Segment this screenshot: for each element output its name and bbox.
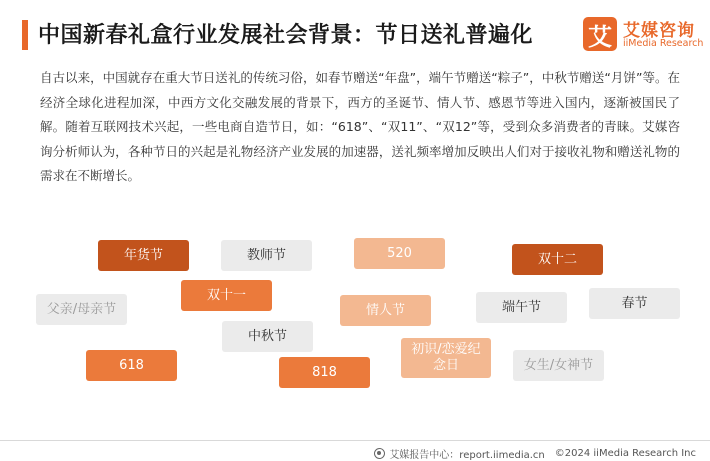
footer-divider <box>0 440 710 441</box>
background-paragraph: 自古以来，中国就存在重大节日送礼的传统习俗，如春节赠送“年盘”，端午节赠送“粽子”，中秋节赠送“月饼”等。在经济全球化进程加深，中西方文化交融发展的背景下，西方的圣诞节、情人节、感恩节等进入国内，逐渐被国民了解。随着互联网技术兴起，一些电商自造节日，如：“618”、“双11”、“双12”等，受到众多消费者的青睐。艾媒咨询分析师认为，各种节日的兴起是礼物经济产业发展的加速器，送礼频率增加反映出人们对于接收礼物和赠送礼物的需求在不断增长。 <box>40 70 680 183</box>
logo-name-cn: 艾媒咨询 <box>623 21 695 41</box>
tag-anniversary: 初识/恋爱纪念日 <box>401 338 491 378</box>
logo-mark: 艾 <box>583 17 617 51</box>
page-title: 中国新春礼盒行业发展社会背景：节日送礼普遍化 <box>38 23 534 48</box>
tag-nianhuo: 年货节 <box>98 240 189 271</box>
tag-parents-day: 父亲/母亲节 <box>36 294 127 325</box>
tag-double-eleven: 双十一 <box>181 280 272 311</box>
footer-copyright: ©2024 iiMedia Research Inc <box>554 448 696 459</box>
footer-source: 艾媒报告中心：report.iimedia.cn <box>389 450 545 461</box>
title-accent-bar <box>22 20 28 50</box>
logo-name-en: iiMedia Research <box>623 38 704 49</box>
tag-womens-day: 女生/女神节 <box>513 350 604 381</box>
tag-520: 520 <box>354 238 445 269</box>
iimedia-logo <box>583 16 704 56</box>
tag-618: 618 <box>86 350 177 381</box>
tag-818: 818 <box>279 357 370 388</box>
tag-double-twelve: 双十二 <box>512 244 603 275</box>
tag-teachers-day: 教师节 <box>221 240 312 271</box>
footer <box>374 446 696 461</box>
tag-mid-autumn: 中秋节 <box>222 321 313 352</box>
tag-spring-festival: 春节 <box>589 288 680 319</box>
tag-dragon-boat: 端午节 <box>476 292 567 323</box>
tag-valentines: 情人节 <box>340 295 431 326</box>
report-center-icon <box>374 448 385 459</box>
